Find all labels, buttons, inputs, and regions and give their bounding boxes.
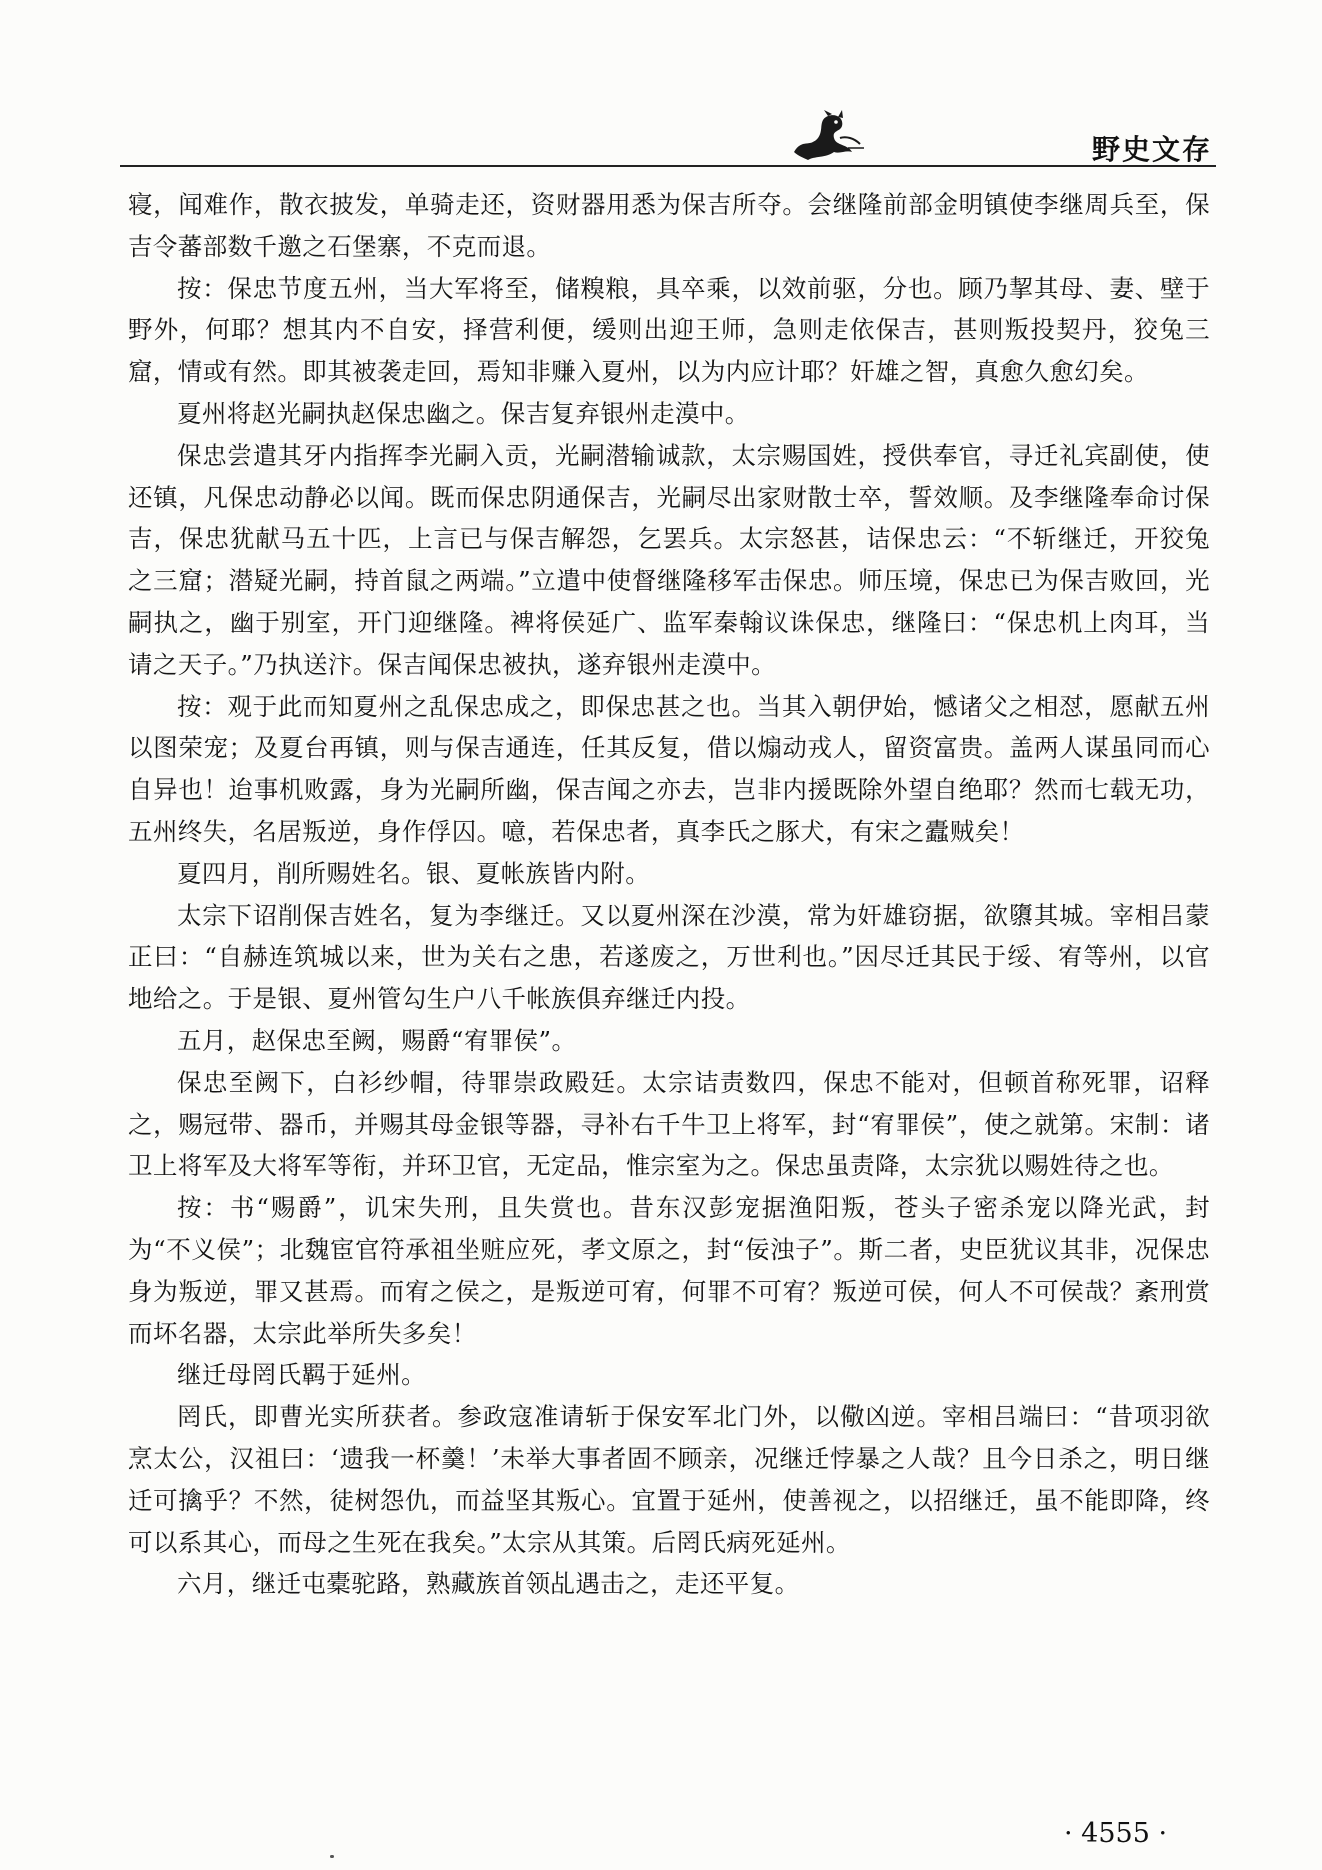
running-title: 野史文存 <box>1091 133 1212 166</box>
paragraph: 罔氏，即曹光实所获者。参政寇准请斩于保安军北门外，以儆凶逆。宰相吕端曰：“昔项羽欲烹太公，汉祖曰：‘遗我一杯羹！’未举大事者固不顾亲，况继迁悖暴之人哉？且今日杀之，明日继迁可擒乎？不然，徒树怨仇，而益坚其叛心。宜置于延州，使善视之，以招继迁，虽不能即降，终可以系其心，而母之生死在我矣。”太宗从其策。后罔氏病死延州。 <box>128 1402 1210 1557</box>
paragraph: 保忠至阙下，白衫纱帽，待罪崇政殿廷。太宗诘责数四，保忠不能对，但顿首称死罪，诏释之，赐冠带、器币，并赐其母金银等器，寻补右千牛卫上将军，封“宥罪侯”，使之就第。宋制：诸卫上将军及大将军等衔，并环卫官，无定品，惟宗室为之。保忠虽责降，太宗犹以赐姓待之也。 <box>128 1067 1210 1181</box>
scan-speck <box>330 1855 334 1858</box>
paragraph: 按：保忠节度五州，当大军将至，储糗粮，具卒乘，以效前驱，分也。顾乃挈其母、妻、壁于野外，何耶？想其内不自安，择营利便，缓则出迎王师，急则走依保吉，甚则叛投契丹，狡兔三窟，情或有然。即其被袭走回，焉知非赚入夏州，以为内应计耶？奸雄之智，真愈久愈幻矣。 <box>128 273 1210 387</box>
body-text <box>128 184 1210 1605</box>
page-header <box>0 108 1322 168</box>
paragraph: 保忠尝遣其牙内指挥李光嗣入贡，光嗣潜输诚款，太宗赐国姓，授供奉官，寻迁礼宾副使，使还镇，凡保忠动静必以闻。既而保忠阴通保吉，光嗣尽出家财散士卒，誓效顺。及李继隆奉命讨保吉，保忠犹献马五十匹，上言已与保吉解怨，乞罢兵。太宗怒甚，诘保忠云：“不斩继迁，开狡兔之三窟；潜疑光嗣，持首鼠之两端。”立遣中使督继隆移军击保忠。师压境，保忠已为保吉败回，光嗣执之，幽于别室，开门迎继隆。裨将侯延广、监军秦翰议诛保忠，继隆曰：“保忠机上肉耳，当请之天子。”乃执送汴。保吉闻保忠被执，遂弃银州走漠中。 <box>128 440 1210 679</box>
header-rule <box>120 165 1216 167</box>
dragon-emblem-icon <box>788 108 866 164</box>
paragraph: 按：书“赐爵”，讥宋失刑，且失赏也。昔东汉彭宠据渔阳叛，苍头子密杀宠以降光武，封为“不义侯”；北魏宦官符承祖坐赃应死，孝文原之，封“佞浊子”。斯二者，史臣犹议其非，况保忠身为叛逆，罪又甚焉。而宥之侯之，是叛逆可宥，何罪不可宥？叛逆可侯，何人不可侯哉？紊刑赏而坏名器，太宗此举所失多矣！ <box>128 1193 1210 1348</box>
paragraph: 按：观于此而知夏州之乱保忠成之，即保忠甚之也。当其入朝伊始，憾诸父之相怼，愿献五州以图荣宠；及夏台再镇，则与保吉通连，任其反复，借以煽动戎人，留资富贵。盖两人谋虽同而心自异也！迨事机败露，身为光嗣所幽，保吉闻之亦去，岂非内援既除外望自绝耶？然而七载无功，五州终失，名居叛逆，身作俘囚。噫，若保忠者，真李氏之豚犬，有宋之蠹贼矣！ <box>128 691 1210 846</box>
paragraph: 夏州将赵光嗣执赵保忠幽之。保吉复弃银州走漠中。 <box>177 398 750 428</box>
paragraph: 夏四月，削所赐姓名。银、夏帐族皆内附。 <box>177 858 651 888</box>
paragraph: 五月，赵保忠至阙，赐爵“宥罪侯”。 <box>177 1025 577 1055</box>
paragraph: 继迁母罔氏羁于延州。 <box>177 1360 426 1390</box>
page-number: · 4555 · <box>1064 1818 1168 1849</box>
paragraph: 寝，闻难作，散衣披发，单骑走还，资财器用悉为保吉所夺。会继隆前部金明镇使李继周兵至，保吉令蕃部数千邀之石堡寨，不克而退。 <box>128 190 1210 261</box>
paragraph: 太宗下诏削保吉姓名，复为李继迁。又以夏州深在沙漠，常为奸雄窃据，欲隳其城。宰相吕蒙正曰：“自赫连筑城以来，世为关右之患，若遂废之，万世利也。”因尽迁其民于绥、宥等州，以官地给之。于是银、夏州管勾生户八千帐族俱弃继迁内投。 <box>128 900 1210 1014</box>
paragraph: 六月，继迁屯橐驼路，熟藏族首领乩遇击之，走还平复。 <box>177 1569 800 1599</box>
